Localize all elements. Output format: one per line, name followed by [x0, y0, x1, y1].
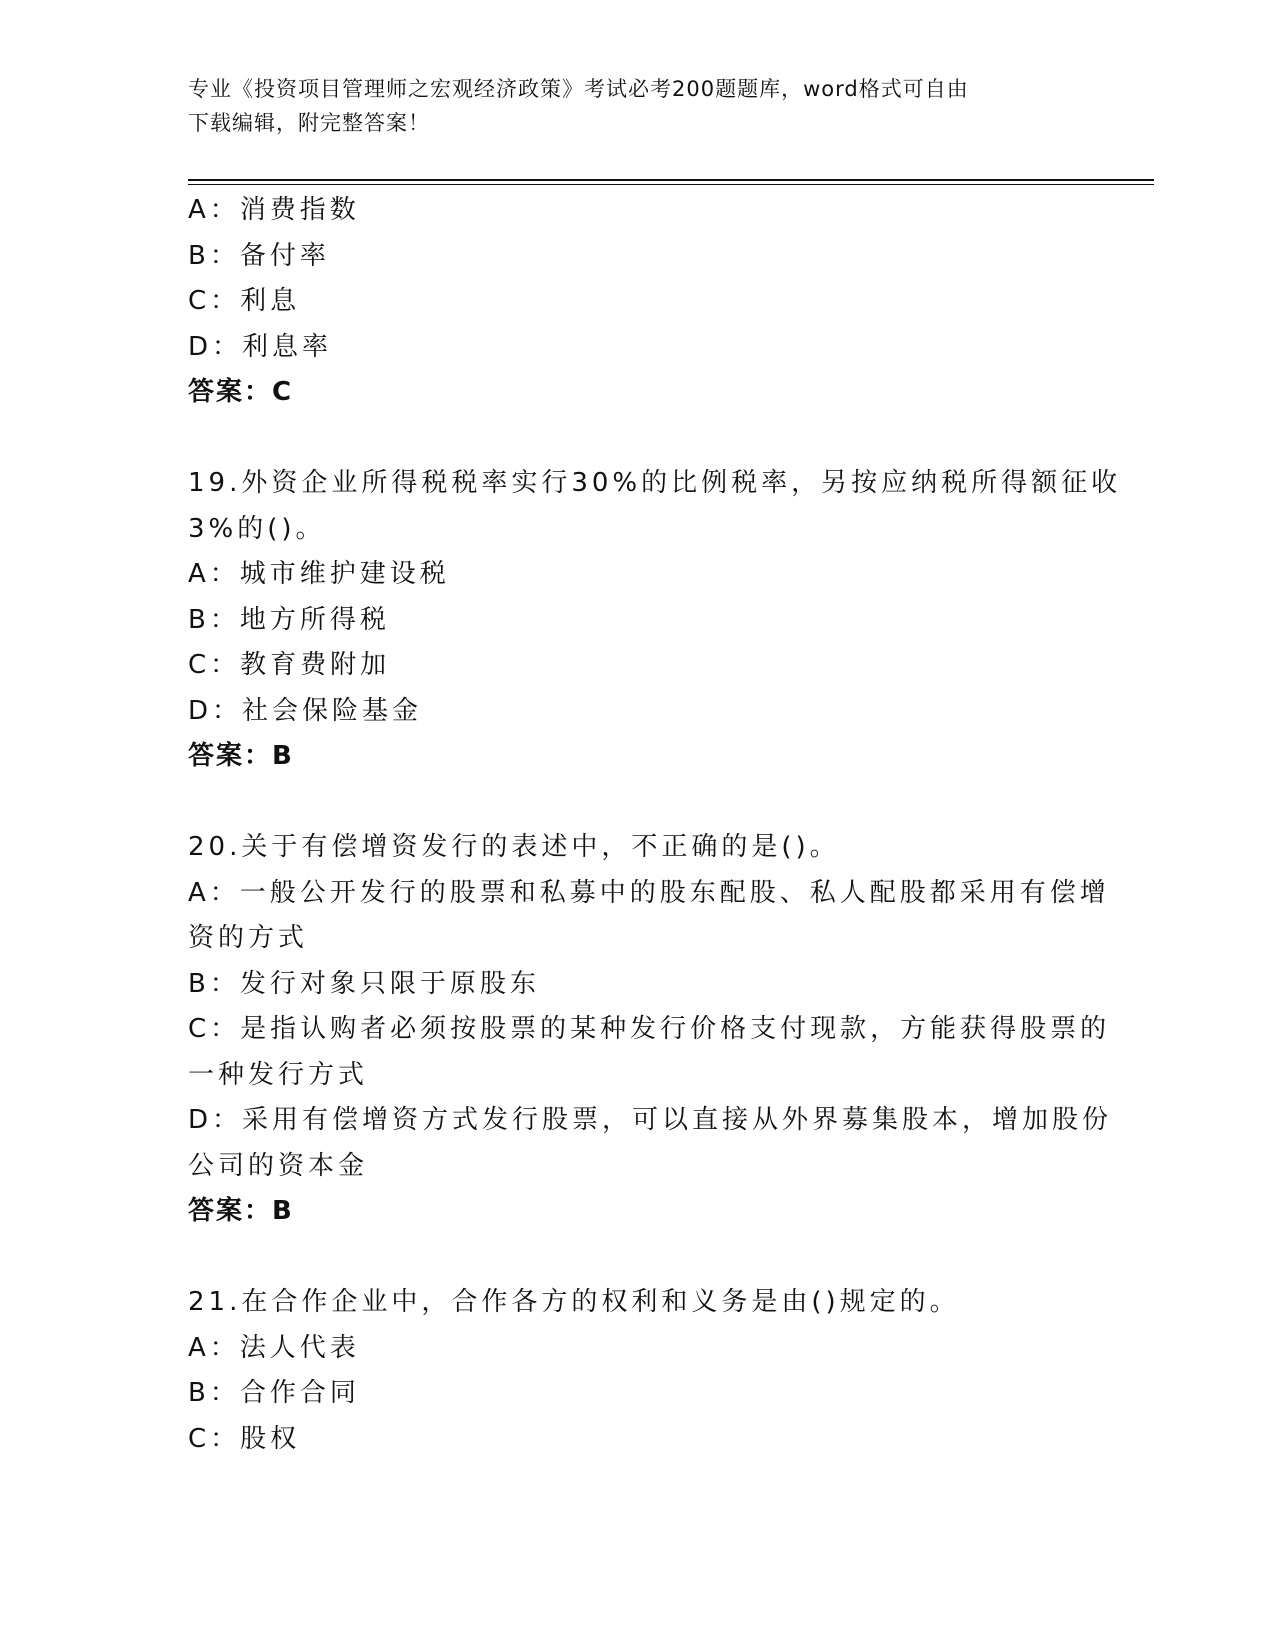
question-text-line-2: 3%的()。	[188, 513, 326, 544]
question-text-line-1: 19.外资企业所得税税率实行30%的比例税率，另按应纳税所得额征收	[188, 468, 1122, 498]
question-list	[188, 188, 1122, 1462]
option-d-line-1: D：采用有偿增资方式发行股票，可以直接从外界募集股本，增加股份	[188, 1105, 1113, 1135]
option-a: A：城市维护建设税	[188, 559, 450, 589]
question-18-block	[188, 188, 1088, 416]
header-line-2: 下载编辑，附完整答案！	[188, 111, 430, 135]
option-b: B：地方所得税	[188, 604, 390, 635]
option-a-line-1: A：一般公开发行的股票和私募中的股东配股、私人配股都采用有偿增	[188, 877, 1110, 908]
option-c: C：利息	[188, 286, 301, 316]
answer-line: 答案：B	[188, 1196, 294, 1226]
document-header	[188, 72, 1088, 140]
question-20-block	[188, 825, 1113, 1235]
option-d: D：利息率	[188, 331, 333, 362]
option-b: B：发行对象只限于原股东	[188, 968, 540, 999]
option-c-line-2: 一种发行方式	[188, 1059, 369, 1090]
option-c: C：股权	[188, 1423, 301, 1454]
question-19-block	[188, 461, 1122, 780]
option-a: A：消费指数	[188, 195, 360, 225]
question-text: 20.关于有偿增资发行的表述中，不正确的是()。	[188, 832, 840, 862]
option-a: A：法人代表	[188, 1332, 360, 1363]
question-gap	[188, 1235, 1088, 1281]
answer-line: 答案：B	[188, 741, 294, 771]
option-b: B：备付率	[188, 240, 330, 271]
option-b: B：合作合同	[188, 1378, 360, 1408]
header-divider-thin	[188, 184, 1154, 185]
option-d-line-2: 公司的资本金	[188, 1150, 369, 1181]
question-gap	[188, 780, 1088, 826]
answer-line: 答案：C	[188, 377, 294, 407]
question-gap	[188, 416, 1088, 462]
question-21-block	[188, 1280, 1088, 1462]
option-c: C：教育费附加	[188, 650, 391, 680]
question-text: 21.在合作企业中，合作各方的权利和义务是由()规定的。	[188, 1287, 960, 1317]
header-divider-thick	[188, 179, 1154, 181]
option-c-line-1: C：是指认购者必须按股票的某种发行价格支付现款，方能获得股票的	[188, 1014, 1111, 1044]
option-d: D：社会保险基金	[188, 695, 423, 726]
option-a-line-2: 资的方式	[188, 923, 309, 953]
header-line-1: 专业《投资项目管理师之宏观经济政策》考试必考200题题库，word格式可自由	[188, 77, 969, 101]
